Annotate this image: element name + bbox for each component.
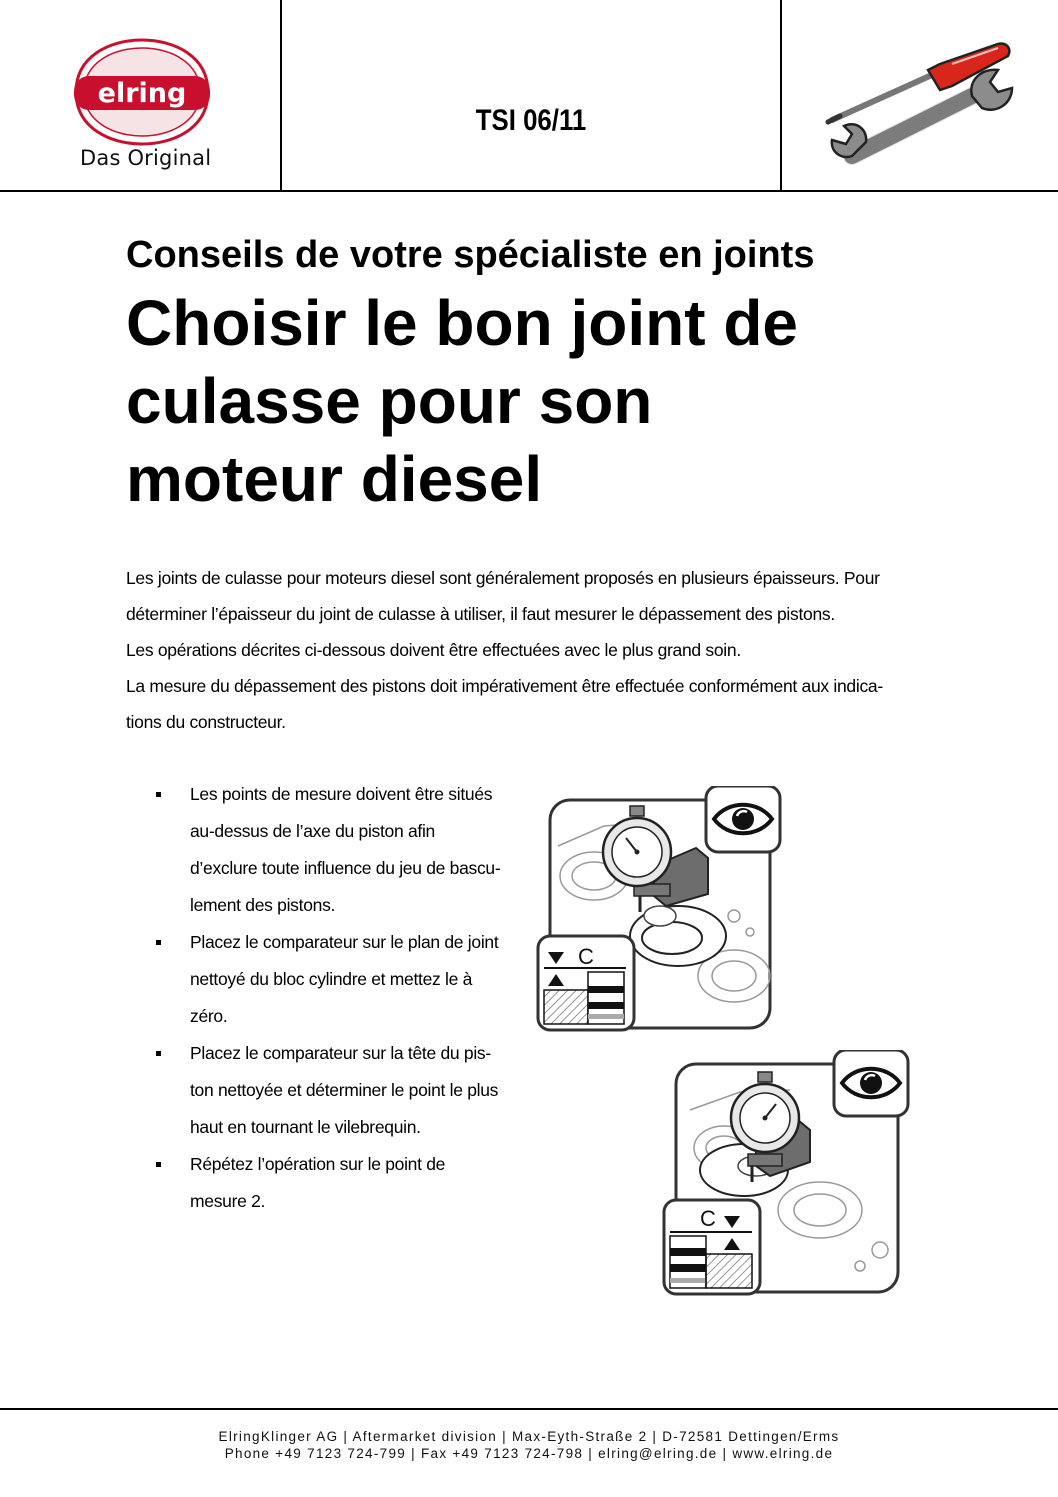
intro-line: déterminer l’épaisseur du joint de culasse à utiliser, il faut mesurer le dépassement des pistons.: [126, 604, 835, 624]
elring-logo: [72, 36, 212, 148]
step-line: haut en tournant le vilebrequin.: [190, 1117, 421, 1137]
step-line: nettoyé du bloc cylindre et mettez le à: [190, 969, 473, 989]
intro-line: Les joints de culasse pour moteurs diesel sont généralement proposés en plusieurs épaisseurs. Pour: [126, 568, 880, 588]
tsi-number: TSI 06/11: [475, 104, 587, 137]
intro-line: tions du constructeur.: [126, 712, 286, 732]
tools-cell: [782, 0, 1058, 190]
page-header: [0, 0, 1058, 192]
intro-line: Les opérations décrites ci-dessous doivent être effectuées avec le plus grand soin.: [126, 640, 741, 660]
step-line: Placez le comparateur sur la tête du pis-: [190, 1043, 491, 1063]
dimension-label: C: [700, 1206, 716, 1231]
page-subtitle: Conseils de votre spécialiste en joints: [126, 234, 815, 276]
dimension-label: C: [578, 944, 594, 969]
footer-company-line: ElringKlinger AG | Aftermarket division | Max-Eyth-Straße 2 | D-72581 Dettingen/Erms: [218, 1429, 840, 1444]
screwdriver-wrench-icon: [822, 34, 1022, 174]
step-line: lement des pistons.: [190, 895, 336, 915]
title-line: Choisir le bon joint de: [126, 287, 798, 359]
bullet-icon: [156, 1051, 161, 1056]
title-line: moteur diesel: [126, 443, 543, 515]
title-line: culasse pour son: [126, 365, 653, 437]
step-line: d’exclure toute influence du jeu de bascu-: [190, 858, 501, 878]
dial-gauge-illustration-2: [660, 1050, 916, 1300]
step-line: au-dessus de l’axe du piston afin: [190, 821, 435, 841]
steps-list: [150, 776, 530, 1220]
page-footer: [0, 1428, 1058, 1462]
tsi-cell: [282, 0, 782, 190]
step-line: Placez le comparateur sur le plan de joint: [190, 932, 499, 952]
page-title: [126, 284, 946, 518]
step-line: Répétez l’opération sur le point de: [190, 1154, 446, 1174]
bullet-icon: [156, 1162, 161, 1167]
intro-paragraph: [126, 560, 926, 740]
footer-divider: [0, 1408, 1058, 1410]
list-item: [150, 1146, 530, 1220]
step-line: mesure 2.: [190, 1191, 266, 1211]
bullet-icon: [156, 792, 161, 797]
logo-tagline: Das Original: [80, 146, 212, 170]
step-line: zéro.: [190, 1006, 228, 1026]
bullet-icon: [156, 940, 161, 945]
list-item: [150, 776, 530, 924]
footer-contact-line: Phone +49 7123 724-799 | Fax +49 7123 724-798 | elring@elring.de | www.elring.de: [224, 1446, 834, 1461]
logo-text: elring: [97, 78, 187, 109]
intro-line: La mesure du dépassement des pistons doit impérativement être effectuée conformément aux indica-: [126, 676, 883, 696]
dial-gauge-illustration-1: [534, 786, 784, 1036]
logo-cell: [0, 0, 282, 190]
list-item: [150, 924, 530, 1035]
step-line: ton nettoyée et déterminer le point le plus: [190, 1080, 499, 1100]
list-item: [150, 1035, 530, 1146]
step-line: Les points de mesure doivent être situés: [190, 784, 493, 804]
